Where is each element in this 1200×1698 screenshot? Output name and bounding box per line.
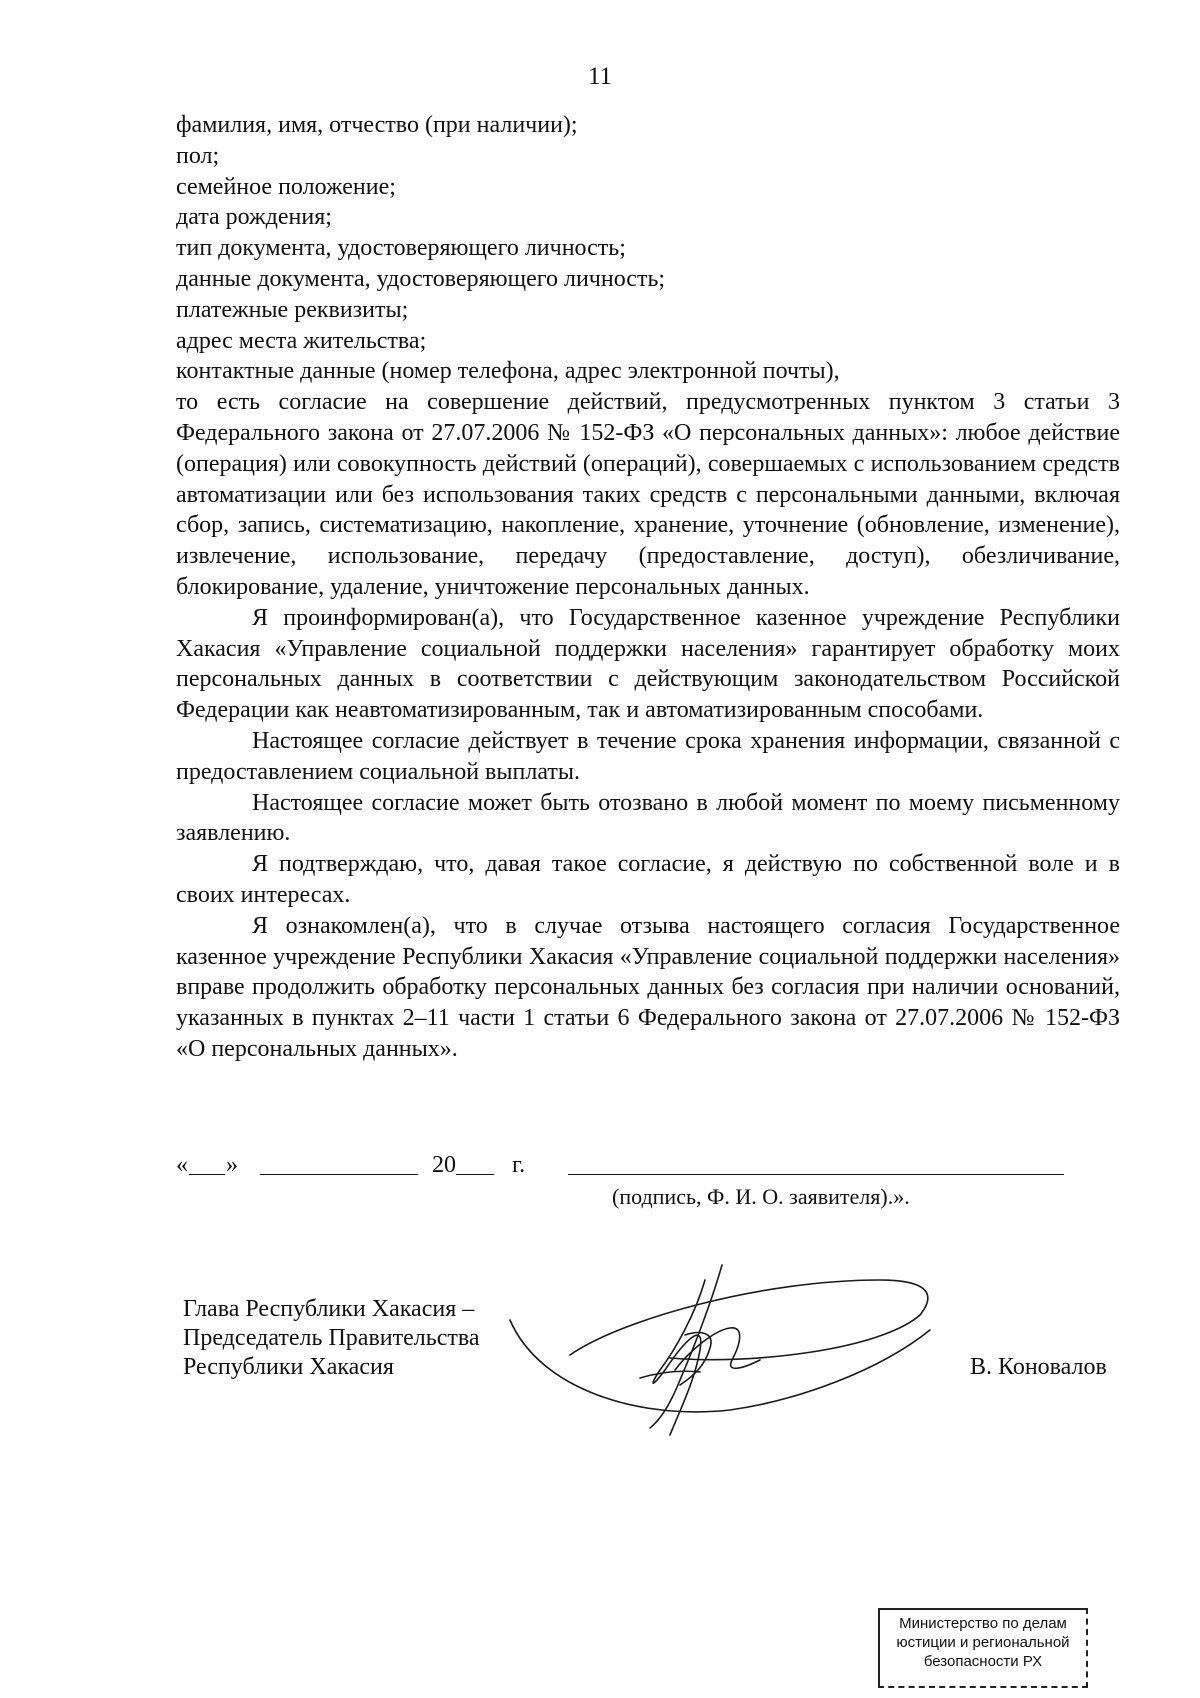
list-item: фамилия, имя, отчество (при наличии); — [176, 112, 578, 138]
date-signature-line — [176, 1150, 1120, 1184]
list-item: контактные данные (номер телефона, адрес электронной почты), — [176, 358, 840, 385]
document-body — [176, 110, 1120, 1065]
year-suffix: г. — [512, 1152, 526, 1178]
ministry-stamp — [878, 1608, 1088, 1688]
date-close-quote: » — [226, 1152, 238, 1178]
official-title-line: Председатель Правительства — [183, 1325, 480, 1351]
signature-caption: (подпись, Ф. И. О. заявителя).». — [612, 1184, 910, 1209]
applicant-signature-blank — [568, 1174, 1064, 1175]
stamp-line: юстиции и региональной — [896, 1634, 1070, 1651]
official-title-line: Республики Хакасия — [183, 1354, 394, 1380]
list-item: тип документа, удостоверяющего личность; — [176, 235, 626, 262]
official-title-line: Глава Республики Хакасия – — [183, 1296, 475, 1322]
month-blank — [260, 1174, 418, 1175]
list-item: адрес места жительства; — [176, 327, 427, 354]
stamp-line: Министерство по делам — [899, 1615, 1067, 1632]
revocation-paragraph: Настоящее согласие может быть отозвано в любой момент по моему письменному заявлению. — [176, 789, 1120, 847]
day-blank — [189, 1174, 225, 1175]
list-item: платежные реквизиты; — [176, 296, 409, 323]
list-item: данные документа, удостоверяющего личность; — [176, 265, 666, 292]
free-will-paragraph: Я подтверждаю, что, давая такое согласие, я действую по собственной воле и в своих интересах. — [176, 851, 1120, 908]
official-name: В. Коновалов — [970, 1354, 1107, 1380]
list-item: дата рождения; — [176, 204, 332, 231]
list-item: семейное положение; — [176, 173, 396, 200]
consent-actions-paragraph: то есть согласие на совершение действий, предусмотренных пунктом 3 статьи 3 Федерального закона от 27.07.2006 № 152-ФЗ «О персональных данных»: любое действие (операция) или совокупность действий (операций), совершаемых с использованием средств автоматизации или без использования таких средств с персональными данными, включая сбор, запись, систематизацию, накопление, хранение, уточнение (обновление, изменение), извлечение, использование, передачу (предоставление, доступ), обезличивание, блокирование, удаление, уничтожение персональных данных. — [176, 389, 1120, 600]
official-title — [183, 1295, 480, 1382]
page-number: 11 — [587, 63, 613, 90]
acknowledgement-paragraph: Я ознакомлен(а), что в случае отзыва настоящего согласия Государственное казенное учреждение Республики Хакасия «Управление социальной поддержки населения» вправе продолжить обработку персональных данных без согласия при наличии оснований, указанных в пунктах 2–11 части 1 статьи 6 Федерального закона от 27.07.2006 № 152-ФЗ «О персональных данных». — [176, 912, 1120, 1062]
validity-paragraph: Настоящее согласие действует в течение срока хранения информации, связанной с предоставлением социальной выплаты. — [176, 727, 1120, 785]
list-item: пол; — [176, 142, 220, 169]
year-blank — [456, 1174, 494, 1175]
personal-data-list — [176, 110, 1120, 387]
handwritten-signature — [500, 1260, 940, 1450]
date-open-quote: « — [176, 1152, 188, 1178]
informed-paragraph: Я проинформирован(а), что Государственное казенное учреждение Республики Хакасия «Управление социальной поддержки населения» гарантирует обработку моих персональных данных в соответствии с действующим законодательством Российской Федерации как неавтоматизированным, так и автоматизированным способами. — [176, 604, 1120, 724]
year-prefix: 20 — [432, 1152, 456, 1178]
stamp-line: безопасности РХ — [923, 1653, 1043, 1670]
